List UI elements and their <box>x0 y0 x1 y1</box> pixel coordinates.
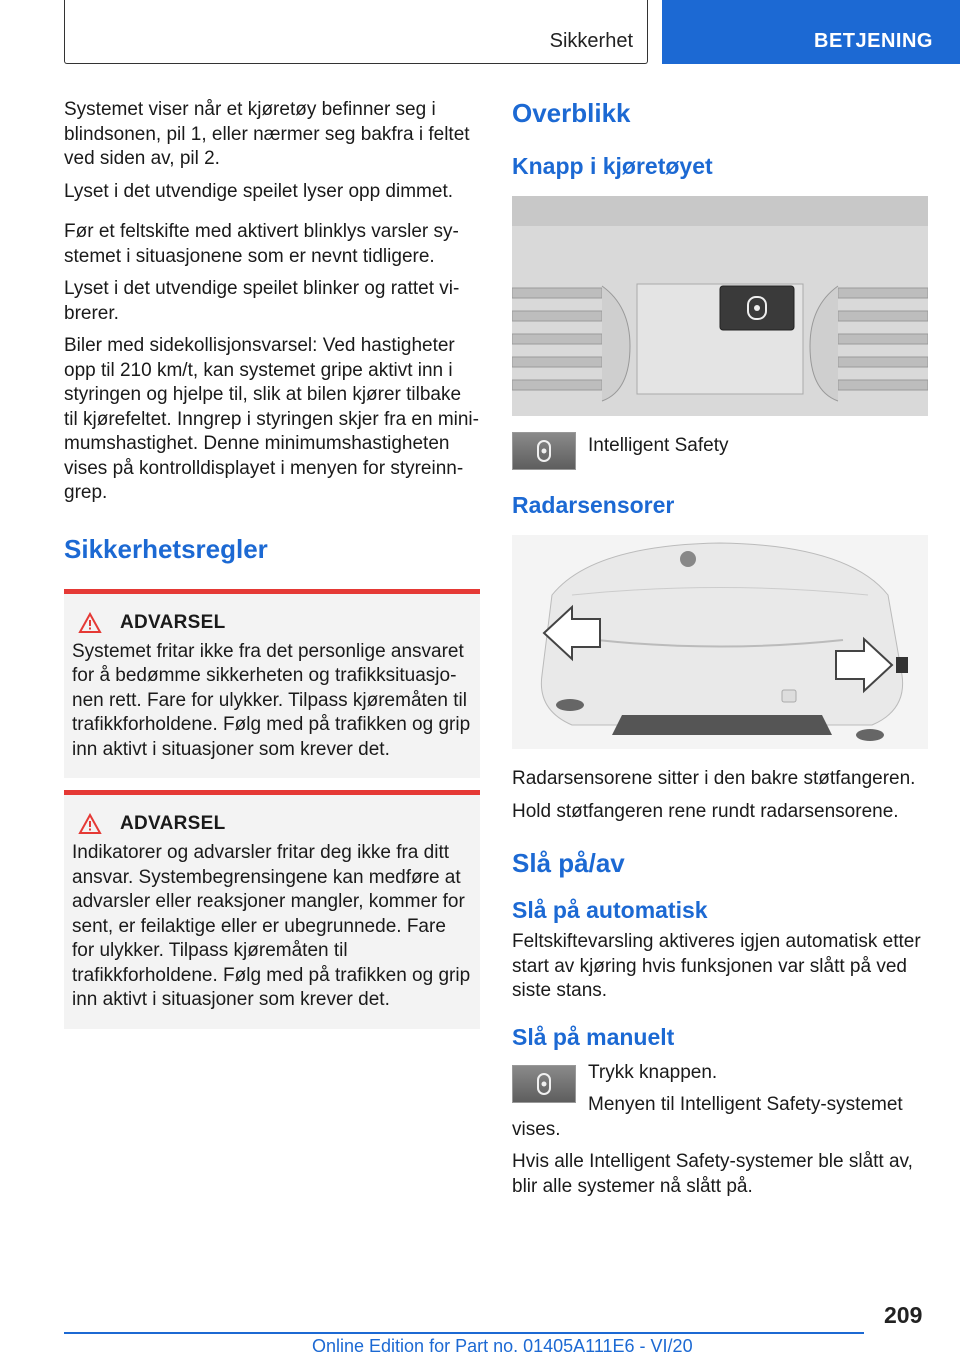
warning-text: Systemet fritar ikke fra det personlige ansvaret for å bedømme sikkerheten og trafikksituasjonen rett. Fare for ulykker. Tilpass kjøremåten til trafikkforholdene. Følg med på trafikken og grip inn aktivt i situasjoner som krever det. <box>72 640 471 760</box>
right-column <box>512 98 928 1207</box>
paragraph: Menyen til Intelligent Safety-systemet <box>588 1094 903 1115</box>
paragraph: Lyset i det utvendige speilet lyser opp dimmet. <box>64 180 453 202</box>
radar-sensors-image <box>512 535 928 749</box>
warning-triangle-icon <box>78 612 102 634</box>
paragraph: Før et feltskifte med aktivert blinklys varsler systemet i situasjonene som er nevnt tidligere. <box>64 221 459 267</box>
page-number: 209 <box>884 1302 923 1328</box>
header-section-title: Sikkerhet <box>549 30 633 52</box>
paragraph: Systemet viser når et kjøretøy befinner seg i blindsonen, pil 1, eller nærmer seg bakfra i feltet ved siden av, pil 2. <box>64 99 470 169</box>
paragraph: Hold støtfangeren rene rundt radarsensorene. <box>512 800 899 822</box>
section-heading: Slå på/av <box>512 848 625 878</box>
subsection-heading: Slå på manuelt <box>512 1023 675 1050</box>
button-panel-image <box>512 196 928 416</box>
paragraph: Radarsensorene sitter i den bakre støtfangeren. <box>512 768 916 789</box>
paragraph: Hvis alle Intelligent Safety-systemer ble slått av, blir alle systemer nå slått på. <box>512 1151 913 1197</box>
warning-box <box>64 589 480 779</box>
subsection-heading: Slå på automatisk <box>512 897 708 923</box>
subsection-heading: Radarsensorer <box>512 492 675 518</box>
warning-label: ADVARSEL <box>120 813 226 834</box>
subsection-heading: Knapp i kjøretøyet <box>512 153 713 179</box>
paragraph: Lyset i det utvendige speilet blinker og rattet vibrerer. <box>64 278 460 324</box>
warning-box <box>64 790 480 1029</box>
warning-label: ADVARSEL <box>120 611 226 633</box>
warning-triangle-icon <box>78 813 102 835</box>
intelligent-safety-button-icon <box>512 432 576 470</box>
warning-text: Indikatorer og advarsler fritar deg ikke fra ditt ansvar. Systembegrensingene kan medføre at advarsler eller reaksjoner mangler, kommer for sent, er feilaktige eller er ubegrunnede. Fare for ulykker. Tilpass kjøremåten til trafikkforholdene. Følg med på trafikken og grip inn aktivt i situasjoner som krever det. <box>72 842 471 1010</box>
footer-edition: Online Edition for Part no. 01405A111E6 - VI/20 <box>312 1336 693 1356</box>
paragraph: Biler med sidekollisjonsvarsel: Ved hastigheter opp til 210 km/t, kan systemet gripe aktivt inn i styringen og hjelpe til, slik at bilen kjører tilbake til kjørefeltet. Inngrep i styringen skjer fra en minimumshastighet. Denne minimumshastigheten vises på kontrolldisplayet i menyen for styreinngrep. <box>64 335 479 503</box>
button-caption: Intelligent Safety <box>588 435 729 456</box>
section-heading: Overblikk <box>512 98 631 128</box>
footer-divider <box>64 1332 864 1334</box>
section-heading: Sikkerhetsregler <box>64 533 268 564</box>
paragraph: Feltskiftevarsling aktiveres igjen automatisk etter start av kjøring hvis funksjonen var slått på ved siste stans. <box>512 931 921 1001</box>
paragraph: vises. <box>512 1118 561 1140</box>
header-section-box <box>64 0 648 64</box>
header-chapter-tab[interactable] <box>662 0 960 64</box>
left-column <box>64 98 480 1029</box>
paragraph: Trykk knappen. <box>588 1061 718 1083</box>
header-chapter-title: BETJENING <box>814 30 933 52</box>
intelligent-safety-button-icon <box>512 1065 576 1103</box>
